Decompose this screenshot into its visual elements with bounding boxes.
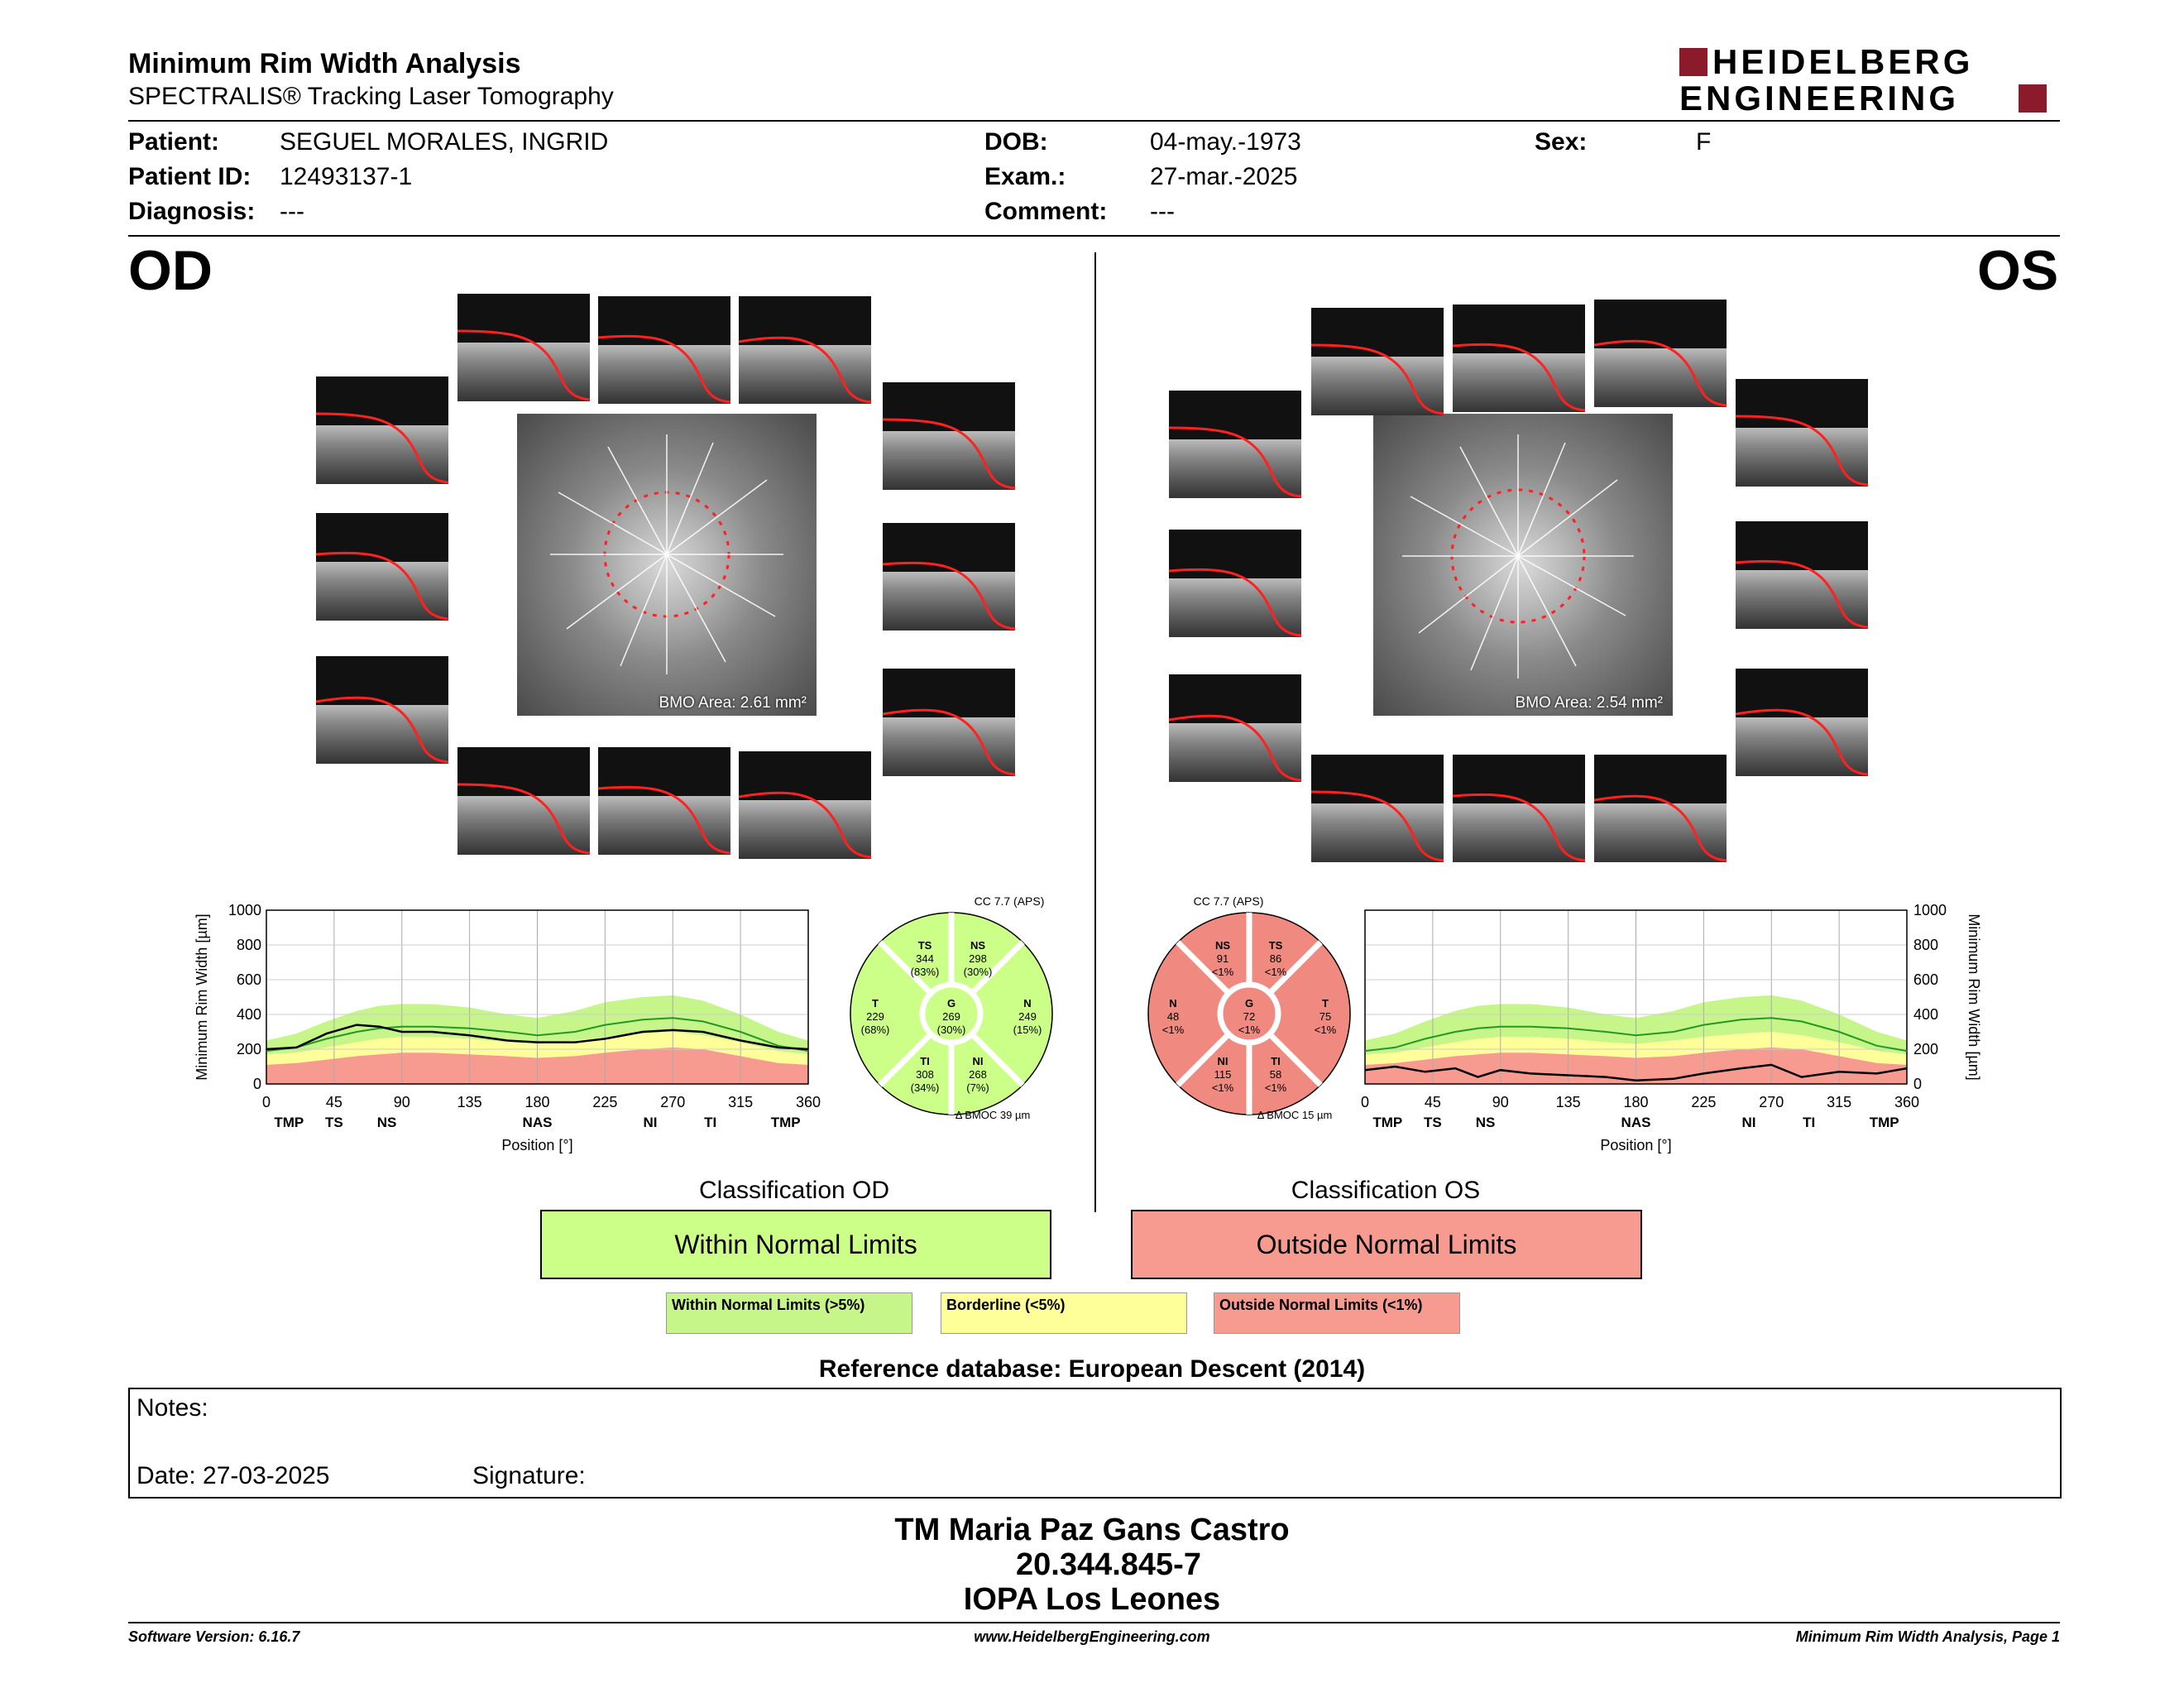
sector-ns-name: NS xyxy=(1214,939,1231,952)
x-tick-label: 315 xyxy=(1827,1094,1852,1110)
signatory-name: TM Maria Paz Gans Castro xyxy=(894,1513,1290,1547)
sector-n-pct: <1% xyxy=(1161,1024,1185,1036)
sector-g-name: G xyxy=(946,997,956,1009)
sector-ts-value: 344 xyxy=(916,952,934,965)
bscan-thumbnail xyxy=(316,376,448,484)
y-axis-label: Minimum Rim Width [µm] xyxy=(194,914,210,1081)
bscan-thumbnail xyxy=(883,669,1015,776)
patient-id-label: Patient ID: xyxy=(128,163,251,190)
x-tick-label: 90 xyxy=(1492,1094,1509,1110)
sector-ts-pct: <1% xyxy=(1264,966,1287,978)
notes-signature: Signature: xyxy=(472,1462,586,1489)
comment-label: Comment: xyxy=(984,198,1108,225)
os-classification-box: Outside Normal Limits xyxy=(1131,1210,1642,1279)
sector-ti-name: TI xyxy=(920,1055,930,1067)
sector-ti-pct: <1% xyxy=(1264,1081,1287,1094)
report-title: Minimum Rim Width Analysis xyxy=(128,48,521,79)
exam-value: 27-mar.-2025 xyxy=(1150,163,1298,190)
dial-cc-label: CC 7.7 (APS) xyxy=(974,894,1045,908)
diagnosis-label: Diagnosis: xyxy=(128,198,256,225)
y-tick-label: 0 xyxy=(1913,1076,1923,1092)
bscan-thumbnail xyxy=(1736,379,1868,487)
sector-label: TMP xyxy=(274,1115,304,1130)
bscan-thumbnail xyxy=(457,294,590,401)
x-tick-label: 225 xyxy=(1691,1094,1717,1110)
sector-ns-name: NS xyxy=(970,939,986,952)
exam-label: Exam.: xyxy=(984,163,1066,190)
legend-within-normal: Within Normal Limits (>5%) xyxy=(666,1292,912,1334)
signatory-id: 20.344.845-7 xyxy=(1016,1547,1201,1582)
x-tick-label: 270 xyxy=(660,1094,686,1110)
y-tick-label: 600 xyxy=(236,971,261,988)
bscan-thumbnail xyxy=(598,747,730,855)
y-tick-label: 400 xyxy=(236,1006,261,1023)
center-divider xyxy=(1094,252,1096,1212)
bscan-thumbnail xyxy=(1169,530,1301,637)
bscan-thumbnail xyxy=(1736,669,1868,776)
x-tick-label: 225 xyxy=(592,1094,618,1110)
y-tick-label: 600 xyxy=(1913,971,1939,988)
sector-ni-name: NI xyxy=(972,1055,984,1067)
x-tick-label: 360 xyxy=(795,1094,821,1110)
notes-date: Date: 27-03-2025 xyxy=(136,1462,330,1489)
sector-label: NAS xyxy=(522,1115,553,1130)
legend-borderline: Borderline (<5%) xyxy=(941,1292,1187,1334)
x-tick-label: 360 xyxy=(1894,1094,1920,1110)
od-sector-dial xyxy=(831,894,1071,1125)
x-tick-label: 270 xyxy=(1759,1094,1784,1110)
sex-value: F xyxy=(1696,128,1712,156)
dial-bmoc: Δ BMOC 39 µm xyxy=(955,1109,1031,1121)
sector-g-value: 269 xyxy=(942,1010,960,1023)
od-classification-box: Within Normal Limits xyxy=(540,1210,1051,1279)
bscan-thumbnail xyxy=(1311,308,1444,415)
sector-ni-name: NI xyxy=(1217,1055,1228,1067)
od-bmo-area: BMO Area: 2.61 mm² xyxy=(659,694,807,712)
dob-label: DOB: xyxy=(984,128,1048,156)
logo-text-1: HEIDELBERG xyxy=(1712,42,1974,81)
sector-label: NS xyxy=(1475,1115,1496,1130)
sector-label: NAS xyxy=(1621,1115,1651,1130)
sector-ns-pct: (30%) xyxy=(963,966,993,978)
notes-box xyxy=(128,1388,2062,1499)
x-tick-label: 45 xyxy=(325,1094,342,1110)
x-axis-label: Position [°] xyxy=(1600,1137,1672,1153)
eye-label-od: OD xyxy=(128,239,213,302)
sector-g-pct: <1% xyxy=(1238,1024,1261,1036)
sector-label: TI xyxy=(1803,1115,1816,1130)
bscan-thumbnail xyxy=(883,382,1015,490)
patient-name: SEGUEL MORALES, INGRID xyxy=(280,128,609,156)
sector-label: TMP xyxy=(770,1115,801,1130)
sector-ni-pct: <1% xyxy=(1211,1081,1234,1094)
logo-text-2: ENGINEERING xyxy=(1679,79,1960,117)
y-tick-label: 1000 xyxy=(1913,902,1947,918)
sector-ns-value: 298 xyxy=(969,952,987,965)
y-tick-label: 0 xyxy=(252,1076,261,1092)
sector-label: TMP xyxy=(1869,1115,1899,1130)
y-tick-label: 200 xyxy=(1913,1041,1939,1057)
bscan-thumbnail xyxy=(1311,755,1444,862)
os-fundus-image xyxy=(1373,414,1673,716)
x-tick-label: 0 xyxy=(1360,1094,1370,1110)
sector-ni-value: 268 xyxy=(969,1068,987,1081)
y-tick-label: 800 xyxy=(236,937,261,953)
bscan-thumbnail xyxy=(1169,674,1301,782)
sector-t-name: T xyxy=(1322,997,1329,1009)
sector-ts-name: TS xyxy=(1268,939,1283,952)
dob-value: 04-may.-1973 xyxy=(1150,128,1301,156)
od-classification-title: Classification OD xyxy=(698,1177,890,1204)
bscan-thumbnail xyxy=(598,296,730,404)
footer-page: Minimum Rim Width Analysis, Page 1 xyxy=(1795,1628,2060,1645)
os-classification-title: Classification OS xyxy=(1291,1177,1481,1204)
sector-label: TI xyxy=(704,1115,717,1130)
bscan-thumbnail xyxy=(1453,305,1585,412)
os-sector-dial xyxy=(1129,894,1369,1125)
sector-g-value: 72 xyxy=(1243,1010,1256,1023)
sector-n-value: 48 xyxy=(1166,1010,1180,1023)
y-tick-label: 200 xyxy=(236,1041,261,1057)
sector-t-pct: (68%) xyxy=(860,1024,890,1036)
sector-ti-name: TI xyxy=(1271,1055,1281,1067)
sector-ni-value: 115 xyxy=(1214,1068,1232,1081)
x-tick-label: 180 xyxy=(524,1094,550,1110)
sector-t-value: 75 xyxy=(1319,1010,1332,1023)
x-tick-label: 45 xyxy=(1424,1094,1441,1110)
sector-t-pct: <1% xyxy=(1314,1024,1337,1036)
bscan-thumbnail xyxy=(1453,755,1585,862)
sector-n-pct: (15%) xyxy=(1013,1024,1042,1036)
sector-ts-value: 86 xyxy=(1269,952,1282,965)
sector-g-pct: (30%) xyxy=(936,1024,966,1036)
od-fundus-image xyxy=(517,414,817,716)
sector-label: NI xyxy=(643,1115,658,1130)
sector-n-name: N xyxy=(1169,997,1177,1009)
x-tick-label: 135 xyxy=(457,1094,482,1110)
od-mrw-chart xyxy=(190,898,836,1171)
bscan-thumbnail xyxy=(739,296,871,404)
sector-label: NI xyxy=(1741,1115,1756,1130)
bscan-thumbnail xyxy=(739,751,871,859)
bscan-thumbnail xyxy=(1169,391,1301,498)
bscan-thumbnail xyxy=(457,747,590,855)
sector-ns-value: 91 xyxy=(1216,952,1229,965)
y-tick-label: 800 xyxy=(1913,937,1939,953)
sector-t-name: T xyxy=(872,997,879,1009)
os-bmo-area: BMO Area: 2.54 mm² xyxy=(1515,694,1663,712)
bscan-thumbnail xyxy=(1736,521,1868,629)
sector-ti-value: 308 xyxy=(916,1068,934,1081)
sector-label: NS xyxy=(376,1115,397,1130)
sector-t-value: 229 xyxy=(866,1010,884,1023)
legend-outside-normal: Outside Normal Limits (<1%) xyxy=(1214,1292,1460,1334)
sector-n-name: N xyxy=(1023,997,1032,1009)
sector-ti-value: 58 xyxy=(1269,1068,1282,1081)
bscan-thumbnail xyxy=(316,513,448,621)
y-tick-label: 400 xyxy=(1913,1006,1939,1023)
sector-ts-name: TS xyxy=(917,939,932,952)
x-axis-label: Position [°] xyxy=(501,1137,573,1153)
signatory-institution: IOPA Los Leones xyxy=(963,1582,1221,1617)
sector-ts-pct: (83%) xyxy=(910,966,940,978)
footer-website[interactable]: www.HeidelbergEngineering.com xyxy=(974,1628,1210,1645)
x-tick-label: 0 xyxy=(261,1094,271,1110)
patient-label: Patient: xyxy=(128,128,220,156)
sector-label: TS xyxy=(325,1115,343,1130)
sector-label: TS xyxy=(1424,1115,1442,1130)
heidelberg-logo xyxy=(1679,42,2060,119)
sector-ns-pct: <1% xyxy=(1211,966,1234,978)
reference-database: Reference database: European Descent (2014) xyxy=(818,1355,1366,1383)
sex-label: Sex: xyxy=(1535,128,1588,156)
report-subtitle: SPECTRALIS® Tracking Laser Tomography xyxy=(128,83,614,110)
sector-ni-pct: (7%) xyxy=(966,1081,989,1094)
bscan-thumbnail xyxy=(1594,755,1727,862)
footer-version: Software Version: 6.16.7 xyxy=(128,1628,300,1645)
bscan-thumbnail xyxy=(1594,300,1727,407)
sector-n-value: 249 xyxy=(1018,1010,1037,1023)
diagnosis-value: --- xyxy=(280,198,304,225)
y-axis-label: Minimum Rim Width [µm] xyxy=(1966,914,1982,1081)
y-tick-label: 1000 xyxy=(228,902,261,918)
x-tick-label: 90 xyxy=(393,1094,410,1110)
comment-value: --- xyxy=(1150,198,1175,225)
patient-id: 12493137-1 xyxy=(280,163,413,190)
x-tick-label: 135 xyxy=(1555,1094,1581,1110)
bscan-thumbnail xyxy=(883,523,1015,631)
eye-label-os: OS xyxy=(1977,239,2059,302)
sector-g-name: G xyxy=(1244,997,1254,1009)
dial-cc-label: CC 7.7 (APS) xyxy=(1193,894,1264,908)
bscan-thumbnail xyxy=(316,656,448,764)
x-tick-label: 180 xyxy=(1623,1094,1649,1110)
notes-label: Notes: xyxy=(136,1394,208,1422)
dial-bmoc: Δ BMOC 15 µm xyxy=(1257,1109,1333,1121)
x-tick-label: 315 xyxy=(728,1094,754,1110)
os-mrw-chart xyxy=(1357,898,2002,1171)
sector-label: TMP xyxy=(1372,1115,1403,1130)
sector-ti-pct: (34%) xyxy=(910,1081,940,1094)
